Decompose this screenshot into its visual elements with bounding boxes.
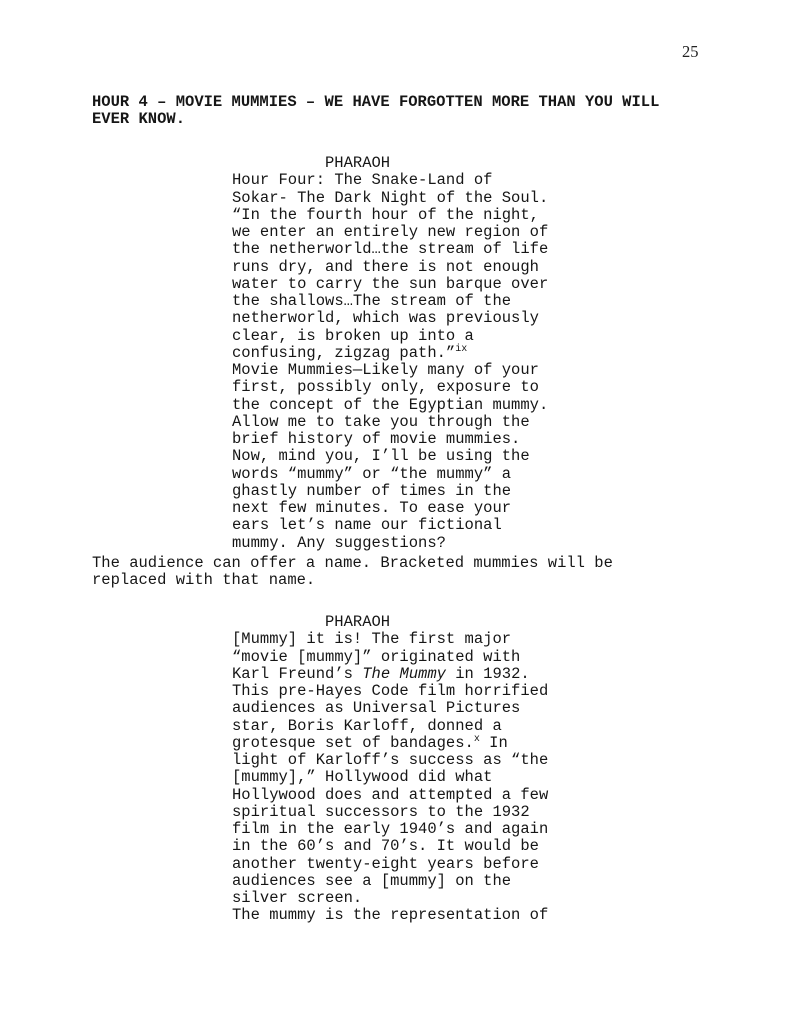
text-line [232, 752, 592, 769]
text-segment: next few minutes. To ease your [232, 499, 512, 517]
text-segment: “movie [mummy]” originated with [232, 647, 521, 666]
text-segment: “In the fourth hour of the night, [232, 205, 539, 224]
text-line [232, 448, 592, 465]
dialogue-text [232, 631, 592, 924]
text-line [232, 500, 592, 517]
text-line [232, 207, 592, 224]
text-line [232, 362, 592, 379]
text-line [232, 735, 592, 752]
text-segment: light of Karloff’s success as “the [232, 751, 549, 769]
text-segment: film in the early 1940’s and again [232, 820, 549, 838]
text-line [232, 769, 592, 786]
text-segment: audiences as Universal Pictures [232, 699, 521, 718]
text-segment: confusing, zigzag path.” [232, 343, 456, 362]
text-line [232, 414, 592, 431]
dialogue-block-2 [232, 614, 592, 925]
text-line [232, 190, 592, 207]
dialogue-text [232, 172, 592, 552]
sup-text: ix [455, 343, 468, 355]
text-line [232, 873, 592, 890]
text-line [232, 535, 592, 552]
text-line [232, 718, 592, 735]
text-segment: Hour Four: The Snake-Land of [232, 171, 493, 190]
text-line [232, 172, 592, 189]
text-segment: the shallows…The stream of the [232, 292, 512, 310]
text-segment: in 1932. [445, 664, 530, 683]
text-line [232, 907, 592, 924]
action-line [92, 555, 752, 590]
text-segment: another twenty-eight years before [232, 854, 539, 873]
text-line [232, 431, 592, 448]
italic-text: The Mummy [362, 664, 446, 683]
text-line [232, 700, 592, 717]
text-segment: [mummy],” Hollywood did what [232, 768, 493, 787]
text-line [232, 276, 592, 293]
text-segment: audiences see a [mummy] on the [232, 871, 512, 890]
text-segment: clear, is broken up into a [232, 326, 474, 345]
text-line [232, 379, 592, 396]
text-segment: The audience can offer a name. Bracketed mummies will be [92, 554, 613, 572]
text-segment: Hollywood does and attempted a few [232, 785, 549, 804]
text-segment: silver screen. [232, 889, 363, 907]
text-segment: ghastly number of times in the [232, 481, 512, 500]
text-line [92, 111, 732, 128]
text-line [92, 94, 732, 111]
text-line [92, 572, 752, 589]
dialogue-block-1 [232, 155, 592, 552]
text-segment: words “mummy” or “the mummy” a [232, 464, 512, 483]
text-line [232, 787, 592, 804]
text-segment: Allow me to take you through the [232, 412, 530, 431]
text-line [232, 310, 592, 327]
text-segment: the concept of the Egyptian mummy. [232, 395, 549, 414]
text-segment: Sokar- The Dark Night of the Soul. [232, 188, 549, 207]
text-segment: the netherworld…the stream of life [232, 240, 549, 259]
text-segment: HOUR 4 – MOVIE MUMMIES – WE HAVE FORGOTTEN MORE THAN YOU WILL [92, 93, 660, 111]
text-segment: brief history of movie mummies. [232, 430, 521, 448]
sup-text: x [473, 733, 480, 745]
text-line [232, 890, 592, 907]
text-line [232, 328, 592, 345]
text-line [232, 821, 592, 838]
text-segment: Karl Freund’s [232, 664, 363, 683]
text-segment: we enter an entirely new region of [232, 223, 549, 241]
character-name: PHARAOH [325, 154, 391, 172]
text-line [232, 649, 592, 666]
text-segment: replaced with that name. [92, 571, 316, 590]
text-segment: mummy. Any suggestions? [232, 533, 446, 552]
text-segment: The mummy is the representation of [232, 906, 549, 925]
text-segment: [Mummy] it is! The first major [232, 630, 512, 649]
text-line [232, 666, 592, 683]
text-segment: Movie Mummies—Likely many of your [232, 361, 539, 379]
text-segment: Now, mind you, I’ll be using the [232, 447, 530, 466]
text-line [232, 517, 592, 534]
page-number: 25 [682, 42, 699, 61]
text-segment: runs dry, and there is not enough [232, 257, 539, 276]
text-segment: This pre-Hayes Code film horrified [232, 682, 549, 700]
text-segment: EVER KNOW. [92, 110, 186, 129]
text-line [232, 631, 592, 648]
scene-heading [92, 94, 732, 129]
text-line [232, 293, 592, 310]
text-line [232, 397, 592, 414]
text-line [232, 466, 592, 483]
text-line [232, 483, 592, 500]
text-segment: grotesque set of bandages. [232, 733, 474, 752]
text-segment: first, possibly only, exposure to [232, 378, 539, 397]
character-name: PHARAOH [325, 613, 391, 631]
text-line [232, 241, 592, 258]
text-line [232, 345, 592, 362]
text-line [232, 224, 592, 241]
text-line [232, 804, 592, 821]
text-line [92, 555, 752, 572]
text-segment: netherworld, which was previously [232, 309, 539, 328]
text-line [232, 683, 592, 700]
text-segment: spiritual successors to the 1932 [232, 802, 530, 821]
text-line [232, 838, 592, 855]
text-line [232, 259, 592, 276]
text-segment: In [479, 733, 508, 752]
text-segment: ears let’s name our fictional [232, 516, 502, 535]
text-segment: in the 60’s and 70’s. It would be [232, 837, 539, 856]
text-segment: water to carry the sun barque over [232, 274, 549, 293]
text-segment: star, Boris Karloff, donned a [232, 716, 502, 735]
text-line [232, 856, 592, 873]
